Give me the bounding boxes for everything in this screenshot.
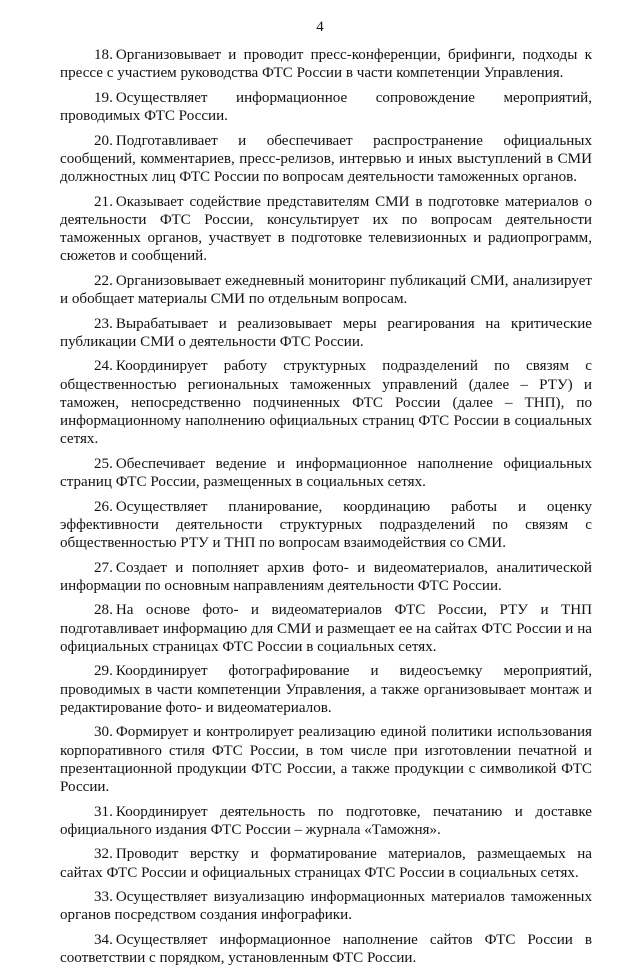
paragraph-number: 22. [94, 272, 113, 289]
paragraph-20 [60, 132, 592, 187]
paragraph-28 [60, 601, 592, 656]
paragraph-number: 31. [94, 803, 113, 820]
paragraph-text: Проводит верстку и форматирование материалов, размещаемых на сайтах ФТС России и официальных страницах ФТС России в социальных сетях. [60, 846, 592, 881]
paragraph-number: 19. [94, 89, 113, 106]
paragraph-22 [60, 272, 592, 308]
paragraph-26 [60, 498, 592, 553]
paragraph-text: Осуществляет визуализацию информационных материалов таможенных органов посредством создания инфографики. [60, 889, 592, 924]
paragraph-34 [60, 931, 592, 967]
paragraph-text: Организовывает ежедневный мониторинг публикаций СМИ, анализирует и обобщает материалы СМИ по отдельным вопросам. [60, 272, 592, 307]
paragraph-31 [60, 803, 592, 839]
paragraph-text: Осуществляет информационное сопровождение мероприятий, проводимых ФТС России. [60, 89, 592, 124]
paragraph-33 [60, 888, 592, 924]
paragraph-23 [60, 315, 592, 351]
paragraph-number: 24. [94, 358, 113, 375]
paragraph-number: 26. [94, 498, 113, 515]
paragraph-27 [60, 559, 592, 595]
paragraph-29 [60, 662, 592, 717]
paragraph-text: Координирует фотографирование и видеосъемку мероприятий, проводимых в части компетенции Управления, а также организовывает монтаж и редактирование фото- и видеоматериалов. [60, 663, 592, 716]
paragraph-21 [60, 193, 592, 266]
page-number: 4 [316, 19, 324, 35]
paragraph-number: 28. [94, 602, 113, 619]
paragraph-text: Оказывает содействие представителям СМИ в подготовке материалов о деятельности ФТС России, консультирует их по вопросам деятельности таможенных органов, участвует в подготовке телевизионных и радиопрограмм, сюжетов и сообщений. [60, 193, 592, 265]
paragraph-number: 25. [94, 455, 113, 472]
paragraph-number: 27. [94, 559, 113, 576]
paragraph-number: 20. [94, 132, 113, 149]
paragraph-text: На основе фото- и видеоматериалов ФТС России, РТУ и ТНП подготавливает информацию для СМИ и размещает ее на сайтах ФТС России и на официальных страницах ФТС России в социальных сетях. [60, 602, 592, 655]
paragraph-text: Координирует работу структурных подразделений по связям с общественностью региональных таможенных управлений (далее – РТУ) и таможен, непосредственно подчиненных ФТС России (далее – ТНП), по информационному наполнению официальных страниц ФТС России в социальных сетях. [60, 358, 592, 448]
paragraph-text: Вырабатывает и реализовывает меры реагирования на критические публикации СМИ о деятельности ФТС России. [60, 315, 592, 350]
paragraph-24 [60, 357, 592, 448]
paragraph-number: 32. [94, 846, 113, 863]
paragraph-text: Осуществляет планирование, координацию работы и оценку эффективности деятельности структурных подразделений по связям с общественностью РТУ и ТНП по вопросам взаимодействия со СМИ. [60, 498, 592, 551]
paragraph-19 [60, 89, 592, 125]
paragraph-text: Организовывает и проводит пресс-конференции, брифинги, подходы к прессе с участием руководства ФТС России в части компетенции Управления. [60, 47, 592, 82]
paragraph-text: Осуществляет информационное наполнение сайтов ФТС России в соответствии с порядком, установленным ФТС России. [60, 931, 592, 967]
paragraph-number: 34. [94, 931, 113, 948]
paragraph-number: 29. [94, 663, 113, 680]
paragraph-text: Подготавливает и обеспечивает распространение официальных сообщений, комментариев, пресс-релизов, интервью и иных выступлений в СМИ должностных лиц ФТС России по вопросам деятельности таможенных органов. [60, 132, 592, 185]
paragraph-text: Создает и пополняет архив фото- и видеоматериалов, аналитической информации по основным направлениям деятельности ФТС России. [60, 559, 592, 594]
paragraph-number: 23. [94, 315, 113, 332]
paragraph-number: 18. [94, 47, 113, 63]
paragraph-text: Координирует деятельность по подготовке, печатанию и доставке официального издания ФТС России – журнала «Таможня». [60, 803, 592, 838]
paragraph-18 [60, 46, 592, 82]
paragraph-text: Обеспечивает ведение и информационное наполнение официальных страниц ФТС России, размещенных в социальных сетях. [60, 455, 592, 490]
paragraph-text: Формирует и контролирует реализацию единой политики использования корпоративного стиля ФТС России, в том числе при изготовлении печатной и презентационной продукции ФТС России, а также продукции с символикой ФТС России. [60, 724, 592, 795]
paragraph-25 [60, 455, 592, 491]
paragraph-30 [60, 723, 592, 796]
paragraph-number: 21. [94, 193, 113, 210]
paragraph-32 [60, 845, 592, 881]
paragraph-number: 30. [94, 724, 113, 741]
document-body [60, 46, 592, 974]
paragraph-number: 33. [94, 889, 113, 906]
